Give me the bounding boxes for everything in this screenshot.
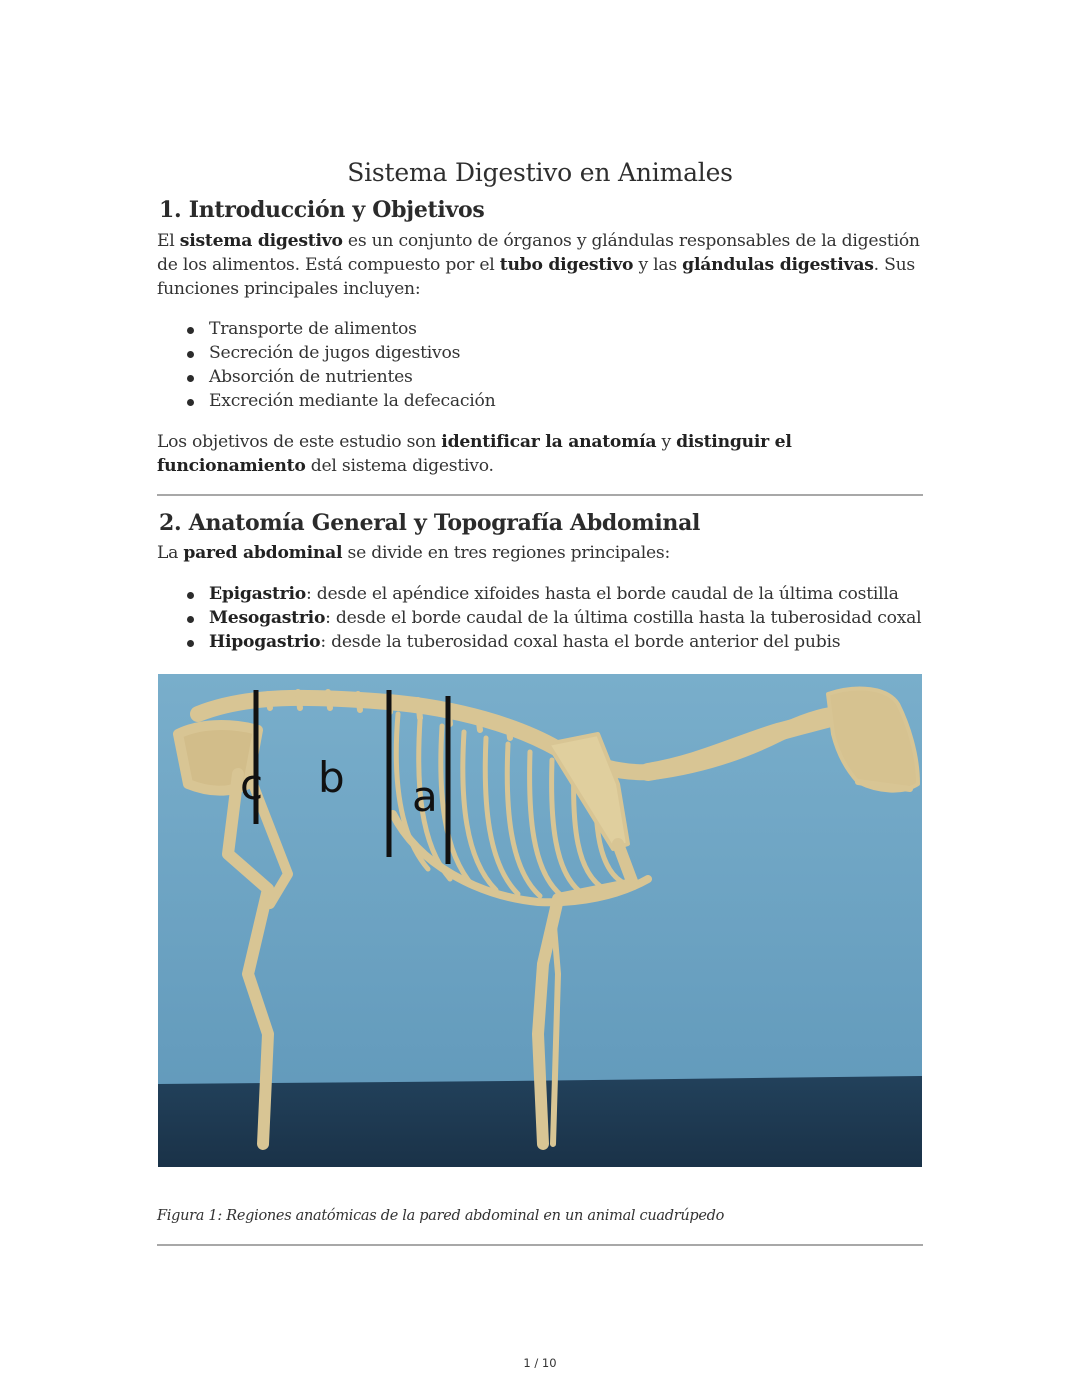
text-run: La <box>157 543 184 563</box>
section-divider <box>157 494 923 496</box>
list-item-epigastrio <box>209 582 921 606</box>
text-run: del sistema digestivo. <box>305 456 494 476</box>
list-item: Secreción de jugos digestivos <box>209 341 495 365</box>
text-run: El <box>157 231 180 251</box>
region-description: : desde el apéndice xifoides hasta el borde caudal de la última costilla <box>305 584 899 604</box>
text-run: y <box>656 432 677 452</box>
bold-term: distinguir el funcionamiento <box>157 432 792 476</box>
bold-term: identificar la anatomía <box>441 432 657 452</box>
bold-term: glándulas digestivas <box>682 255 874 275</box>
region-name: Mesogastrio <box>209 608 326 628</box>
region-description: : desde la tuberosidad coxal hasta el borde anterior del pubis <box>320 632 841 652</box>
abdominal-wall-paragraph <box>157 541 923 565</box>
page-number: 1 / 10 <box>523 1356 557 1370</box>
bold-term: pared abdominal <box>183 543 343 563</box>
list-item-hipogastrio <box>209 630 921 654</box>
text-run: y las <box>633 255 683 275</box>
objectives-paragraph <box>157 430 923 478</box>
region-label-a: a <box>412 772 438 821</box>
region-name: Hipogastrio <box>209 632 321 652</box>
section-divider <box>157 1244 923 1246</box>
region-description: : desde el borde caudal de la última costilla hasta la tuberosidad coxal <box>325 608 922 628</box>
section-heading-introduccion: 1. Introducción y Objetivos <box>159 197 485 223</box>
text-run: se divide en tres regiones principales: <box>342 543 671 563</box>
regions-list <box>157 582 921 654</box>
figure-caption: Figura 1: Regiones anatómicas de la pared abdominal en un animal cuadrúpedo <box>157 1208 725 1224</box>
list-item: Absorción de nutrientes <box>209 365 495 389</box>
region-label-c: c <box>240 760 264 809</box>
region-label-b: b <box>318 753 345 802</box>
figure-skeleton-image <box>158 674 922 1167</box>
bold-term: sistema digestivo <box>179 231 343 251</box>
quadruped-skeleton-illustration <box>158 674 922 1167</box>
list-item-mesogastrio <box>209 606 921 630</box>
section-heading-anatomia: 2. Anatomía General y Topografía Abdominal <box>159 510 701 536</box>
text-run: es un conjunto de órganos y glándulas responsables de la digestión de los alimentos. Está compuesto por el <box>157 231 920 275</box>
functions-list <box>157 317 495 413</box>
intro-paragraph <box>157 229 923 301</box>
document-title: Sistema Digestivo en Animales <box>347 158 733 187</box>
region-name: Epigastrio <box>209 584 306 604</box>
text-run: Los objetivos de este estudio son <box>157 432 442 452</box>
list-item: Transporte de alimentos <box>209 317 495 341</box>
bold-term: tubo digestivo <box>499 255 634 275</box>
text-run: . Sus funciones principales incluyen: <box>157 255 915 299</box>
list-item: Excreción mediante la defecación <box>209 391 496 411</box>
